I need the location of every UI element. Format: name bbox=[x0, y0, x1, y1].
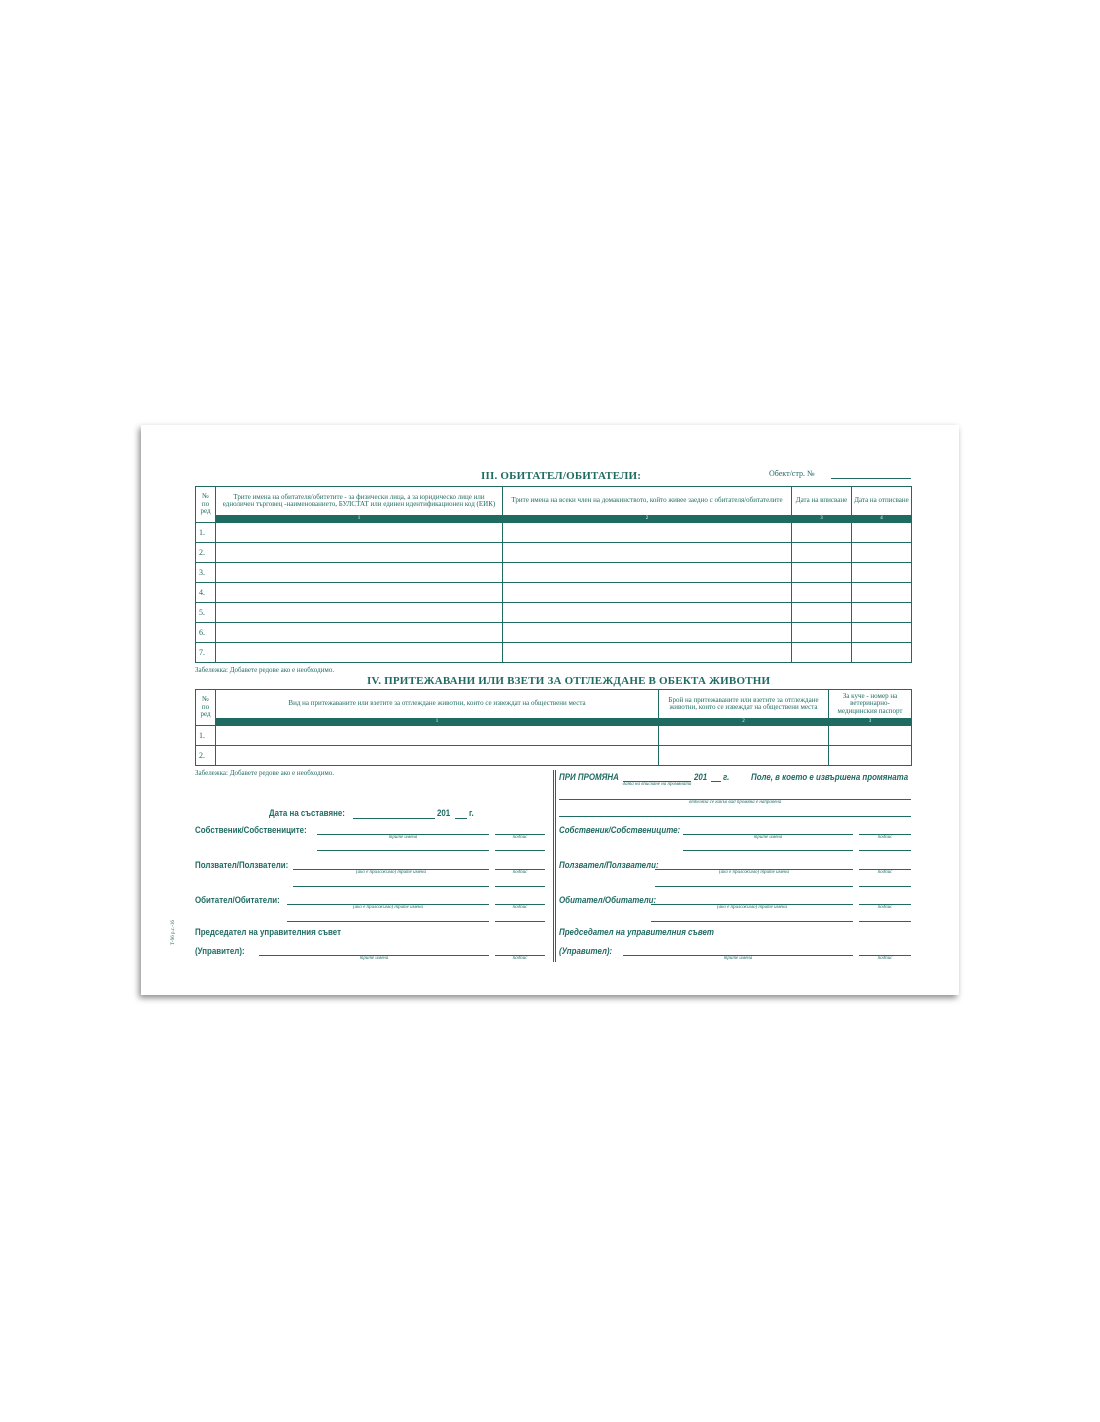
row-number: 1. bbox=[196, 726, 216, 746]
owner-signature-hint: подпис bbox=[512, 835, 528, 840]
entry-date-cell[interactable] bbox=[792, 523, 852, 543]
animal-passport-cell[interactable] bbox=[829, 726, 912, 746]
residents-colnum-3: 3 bbox=[792, 516, 852, 523]
change-user-names-hint: (ако е приложимо) трите имена bbox=[719, 870, 789, 875]
change-label: ПРИ ПРОМЯНА bbox=[559, 772, 619, 782]
side-code: Т-96 р.с.-16 bbox=[171, 920, 176, 945]
chairman-label: Председател на управителния съвет bbox=[195, 927, 341, 937]
year-field[interactable] bbox=[455, 818, 467, 819]
resident-signature-field-2[interactable] bbox=[495, 921, 545, 922]
exit-date-cell[interactable] bbox=[852, 603, 912, 623]
table-row bbox=[196, 583, 912, 603]
residents-col-names: Трите имена на обитателя/обитетите - за физически лица, а за юридическо лице или едноличен търговец -наименованието, БУЛСТАТ или единен идентификационен код (ЕИК) bbox=[216, 487, 503, 516]
user-signature-field-2[interactable] bbox=[495, 886, 545, 887]
table-row bbox=[196, 563, 912, 583]
animals-col-kind: Вид на притежаваните или взетите за отглеждане животни, които се извеждат на обществени места bbox=[216, 690, 659, 719]
exit-date-cell[interactable] bbox=[852, 583, 912, 603]
animals-table bbox=[195, 689, 912, 766]
change-year-field[interactable] bbox=[711, 781, 721, 782]
manager-signature-hint: подпис bbox=[512, 956, 528, 961]
residents-col-household: Трите имена на всеки член на домакинството, който живее заедно с обитателя/обитателите bbox=[503, 487, 792, 516]
section4-title: IV. ПРИТЕЖАВАНИ ИЛИ ВЗЕТИ ЗА ОТГЛЕЖДАНЕ В ОБЕКТА ЖИВОТНИ bbox=[367, 675, 771, 687]
table-row bbox=[196, 523, 912, 543]
residents-table bbox=[195, 486, 912, 663]
entry-date-cell[interactable] bbox=[792, 583, 852, 603]
animals-colnum-2: 2 bbox=[659, 719, 829, 726]
residents-cell[interactable] bbox=[216, 563, 503, 583]
change-user-signature-hint: подпис bbox=[877, 870, 893, 875]
change-resident-signature-field-2[interactable] bbox=[859, 921, 911, 922]
change-manager-names-hint: трите имена bbox=[723, 956, 753, 961]
exit-date-cell[interactable] bbox=[852, 543, 912, 563]
change-owner-signature-hint: подпис bbox=[877, 835, 893, 840]
change-owner-name-field-2[interactable] bbox=[683, 850, 853, 851]
manager-names-hint: трите имена bbox=[359, 956, 389, 961]
object-number-label: Обект/стр. № bbox=[769, 469, 815, 478]
change-manager-signature-hint: подпис bbox=[877, 956, 893, 961]
household-cell[interactable] bbox=[503, 603, 792, 623]
row-number: 1. bbox=[196, 523, 216, 543]
change-resident-name-field-2[interactable] bbox=[651, 921, 853, 922]
owner-name-field-2[interactable] bbox=[317, 850, 489, 851]
change-user-label: Ползвател/Ползватели: bbox=[559, 860, 659, 870]
resident-label: Обитател/Обитатели: bbox=[195, 895, 280, 905]
residents-cell[interactable] bbox=[216, 523, 503, 543]
animals-col-no: № по ред bbox=[196, 690, 216, 726]
table-row bbox=[196, 746, 912, 766]
change-user-name-field-2[interactable] bbox=[655, 886, 853, 887]
animal-count-cell[interactable] bbox=[659, 746, 829, 766]
row-number: 5. bbox=[196, 603, 216, 623]
residents-cell[interactable] bbox=[216, 623, 503, 643]
column-divider bbox=[553, 770, 556, 962]
date-label: Дата на съставяне: bbox=[269, 808, 345, 818]
owner-names-hint: трите имена bbox=[388, 835, 418, 840]
row-number: 2. bbox=[196, 746, 216, 766]
entry-date-cell[interactable] bbox=[792, 643, 852, 663]
household-cell[interactable] bbox=[503, 623, 792, 643]
exit-date-cell[interactable] bbox=[852, 523, 912, 543]
residents-colnum-4: 4 bbox=[852, 516, 912, 523]
owner-label: Собственик/Собствениците: bbox=[195, 825, 307, 835]
user-signature-hint: подпис bbox=[512, 870, 528, 875]
user-names-hint: (ако е приложимо) трите имена bbox=[356, 870, 426, 875]
row-number: 4. bbox=[196, 583, 216, 603]
residents-cell[interactable] bbox=[216, 603, 503, 623]
entry-date-cell[interactable] bbox=[792, 543, 852, 563]
year-prefix: 201 bbox=[437, 808, 451, 818]
row-number: 3. bbox=[196, 563, 216, 583]
residents-col-exit-date: Дата на отписване bbox=[852, 487, 912, 516]
change-year-prefix: 201 bbox=[694, 772, 708, 782]
year-suffix: г. bbox=[469, 808, 474, 818]
household-cell[interactable] bbox=[503, 583, 792, 603]
change-resident-signature-hint: подпис bbox=[877, 905, 893, 910]
change-user-signature-field-2[interactable] bbox=[859, 886, 911, 887]
change-kind-field[interactable] bbox=[559, 816, 911, 817]
residents-cell[interactable] bbox=[216, 643, 503, 663]
residents-cell[interactable] bbox=[216, 583, 503, 603]
animal-kind-cell[interactable] bbox=[216, 726, 659, 746]
exit-date-cell[interactable] bbox=[852, 643, 912, 663]
table-row bbox=[196, 543, 912, 563]
exit-date-cell[interactable] bbox=[852, 563, 912, 583]
table-row bbox=[196, 726, 912, 746]
animal-kind-cell[interactable] bbox=[216, 746, 659, 766]
entry-date-cell[interactable] bbox=[792, 563, 852, 583]
household-cell[interactable] bbox=[503, 523, 792, 543]
animals-colnum-1: 1 bbox=[216, 719, 659, 726]
animals-note: Забележка: Добавете редове ако е необходимо. bbox=[195, 769, 335, 777]
change-year-suffix: г. bbox=[723, 772, 730, 782]
change-chairman-label: Председател на управителния съвет bbox=[559, 927, 714, 937]
table-row bbox=[196, 623, 912, 643]
animals-col-passport: За куче - номер на ветеринарно-медицинския паспорт bbox=[829, 690, 912, 719]
animals-col-count: Брой на притежаваните или взетите за отглеждане животни, които се извеждат на обществени места bbox=[659, 690, 829, 719]
resident-names-hint: (ако е приложимо) трите имена bbox=[353, 905, 423, 910]
change-manager-label: (Управител): bbox=[559, 946, 613, 956]
household-cell[interactable] bbox=[503, 643, 792, 663]
household-cell[interactable] bbox=[503, 563, 792, 583]
entry-date-cell[interactable] bbox=[792, 603, 852, 623]
object-number-field[interactable] bbox=[831, 478, 911, 479]
user-name-field-2[interactable] bbox=[293, 886, 489, 887]
household-cell[interactable] bbox=[503, 543, 792, 563]
change-date-hint: дата на вписване на промяната bbox=[622, 782, 692, 787]
table-row bbox=[196, 603, 912, 623]
form-sheet bbox=[141, 425, 959, 995]
exit-date-cell[interactable] bbox=[852, 623, 912, 643]
row-number: 6. bbox=[196, 623, 216, 643]
entry-date-cell[interactable] bbox=[792, 623, 852, 643]
user-label: Ползвател/Ползватели: bbox=[195, 860, 289, 870]
table-row bbox=[196, 643, 912, 663]
change-kind-hint: отбеляза се какъв вид промяна е направена bbox=[688, 800, 782, 805]
resident-name-field-2[interactable] bbox=[287, 921, 489, 922]
residents-colnum-2: 2 bbox=[503, 516, 792, 523]
change-field-label: Поле, в което е извършена промяната bbox=[751, 772, 909, 782]
residents-cell[interactable] bbox=[216, 543, 503, 563]
date-field[interactable] bbox=[353, 818, 435, 819]
change-owner-label: Собственик/Собствениците: bbox=[559, 825, 681, 835]
animal-count-cell[interactable] bbox=[659, 726, 829, 746]
row-number: 7. bbox=[196, 643, 216, 663]
resident-signature-hint: подпис bbox=[512, 905, 528, 910]
change-resident-names-hint: (ако е приложимо) трите имена bbox=[717, 905, 787, 910]
row-number: 2. bbox=[196, 543, 216, 563]
residents-col-entry-date: Дата на вписване bbox=[792, 487, 852, 516]
change-owner-names-hint: трите имена bbox=[753, 835, 783, 840]
change-resident-label: Обитател/Обитатели: bbox=[559, 895, 657, 905]
section3-title: III. ОБИТАТЕЛ/ОБИТАТЕЛИ: bbox=[481, 470, 642, 482]
animal-passport-cell[interactable] bbox=[829, 746, 912, 766]
owner-signature-field-2[interactable] bbox=[495, 850, 545, 851]
animals-colnum-3: 3 bbox=[829, 719, 912, 726]
residents-col-no: № по ред bbox=[196, 487, 216, 523]
change-owner-signature-field-2[interactable] bbox=[859, 850, 911, 851]
manager-label: (Управител): bbox=[195, 946, 245, 956]
residents-note: Забележка: Добавете редове ако е необходимо. bbox=[195, 666, 335, 674]
residents-colnum-1: 1 bbox=[216, 516, 503, 523]
